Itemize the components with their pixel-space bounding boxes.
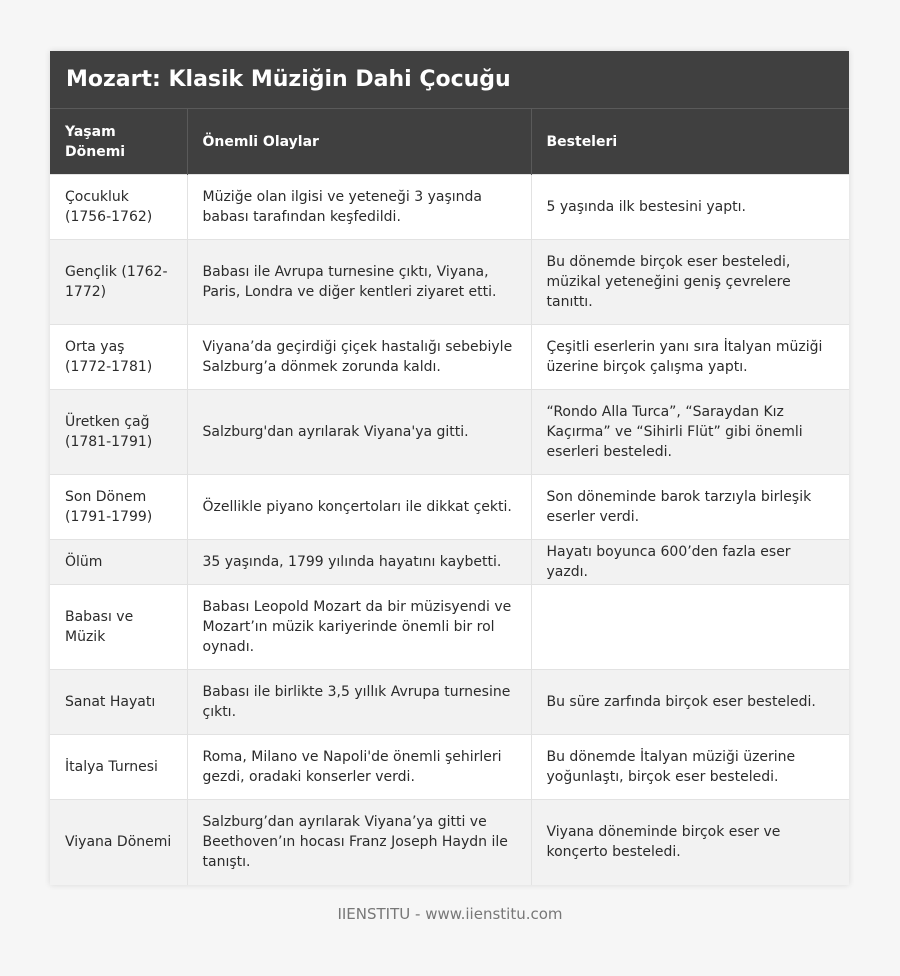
- table-row: [50, 175, 849, 240]
- cell-events: 35 yaşında, 1799 yılında hayatını kaybetti.: [187, 540, 531, 585]
- table-card: [50, 51, 849, 885]
- cell-compositions: 5 yaşında ilk bestesini yaptı.: [531, 175, 849, 240]
- table-body: [50, 175, 849, 885]
- table-row: [50, 240, 849, 325]
- cell-events: Viyana’da geçirdiği çiçek hastalığı sebebiyle Salzburg’a dönmek zorunda kaldı.: [187, 325, 531, 390]
- cell-events: Müziğe olan ilgisi ve yeteneği 3 yaşında babası tarafından keşfedildi.: [187, 175, 531, 240]
- cell-compositions: [531, 585, 849, 670]
- cell-period: Sanat Hayatı: [50, 670, 187, 735]
- table-row: [50, 390, 849, 475]
- cell-period: Viyana Dönemi: [50, 800, 187, 885]
- table-row: [50, 540, 849, 585]
- header-cell-compositions: Besteleri: [531, 109, 849, 175]
- header-cell-events: Önemli Olaylar: [187, 109, 531, 175]
- cell-events: Roma, Milano ve Napoli'de önemli şehirleri gezdi, oradaki konserler verdi.: [187, 735, 531, 800]
- cell-events: Özellikle piyano konçertoları ile dikkat çekti.: [187, 475, 531, 540]
- cell-period: Ölüm: [50, 540, 187, 585]
- header-row: [50, 109, 849, 175]
- cell-compositions: Son döneminde barok tarzıyla birleşik eserler verdi.: [531, 475, 849, 540]
- table-row: [50, 800, 849, 885]
- cell-compositions: Çeşitli eserlerin yanı sıra İtalyan müziği üzerine birçok çalışma yaptı.: [531, 325, 849, 390]
- cell-compositions: Viyana döneminde birçok eser ve konçerto besteledi.: [531, 800, 849, 885]
- cell-compositions: Bu dönemde birçok eser besteledi, müzikal yeteneğini geniş çevrelere tanıttı.: [531, 240, 849, 325]
- cell-period: Gençlik (1762-1772): [50, 240, 187, 325]
- table-header: [50, 109, 849, 175]
- cell-period: Orta yaş (1772-1781): [50, 325, 187, 390]
- cell-compositions: Bu süre zarfında birçok eser besteledi.: [531, 670, 849, 735]
- cell-events: Salzburg'dan ayrılarak Viyana'ya gitti.: [187, 390, 531, 475]
- cell-period: Çocukluk (1756-1762): [50, 175, 187, 240]
- data-table: [50, 108, 849, 885]
- footer-credit: IIENSTITU - www.iienstitu.com: [337, 905, 563, 923]
- table-title: Mozart: Klasik Müziğin Dahi Çocuğu: [50, 51, 849, 108]
- cell-period: Babası ve Müzik: [50, 585, 187, 670]
- header-cell-period: Yaşam Dönemi: [50, 109, 187, 175]
- cell-events: Babası ile birlikte 3,5 yıllık Avrupa turnesine çıktı.: [187, 670, 531, 735]
- table-row: [50, 670, 849, 735]
- cell-compositions: Bu dönemde İtalyan müziği üzerine yoğunlaştı, birçok eser besteledi.: [531, 735, 849, 800]
- cell-events: Babası ile Avrupa turnesine çıktı, Viyana, Paris, Londra ve diğer kentleri ziyaret etti.: [187, 240, 531, 325]
- table-row: [50, 735, 849, 800]
- cell-period: Son Dönem (1791-1799): [50, 475, 187, 540]
- cell-period: İtalya Turnesi: [50, 735, 187, 800]
- table-row: [50, 475, 849, 540]
- cell-events: Babası Leopold Mozart da bir müzisyendi ve Mozart’ın müzik kariyerinde önemli bir rol oynadı.: [187, 585, 531, 670]
- cell-period: Üretken çağ (1781-1791): [50, 390, 187, 475]
- cell-events: Salzburg’dan ayrılarak Viyana’ya gitti ve Beethoven’ın hocası Franz Joseph Haydn ile tanıştı.: [187, 800, 531, 885]
- cell-compositions: “Rondo Alla Turca”, “Saraydan Kız Kaçırma” ve “Sihirli Flüt” gibi önemli eserleri besteledi.: [531, 390, 849, 475]
- cell-compositions: Hayatı boyunca 600’den fazla eser yazdı.: [531, 540, 849, 585]
- table-row: [50, 325, 849, 390]
- table-row: [50, 585, 849, 670]
